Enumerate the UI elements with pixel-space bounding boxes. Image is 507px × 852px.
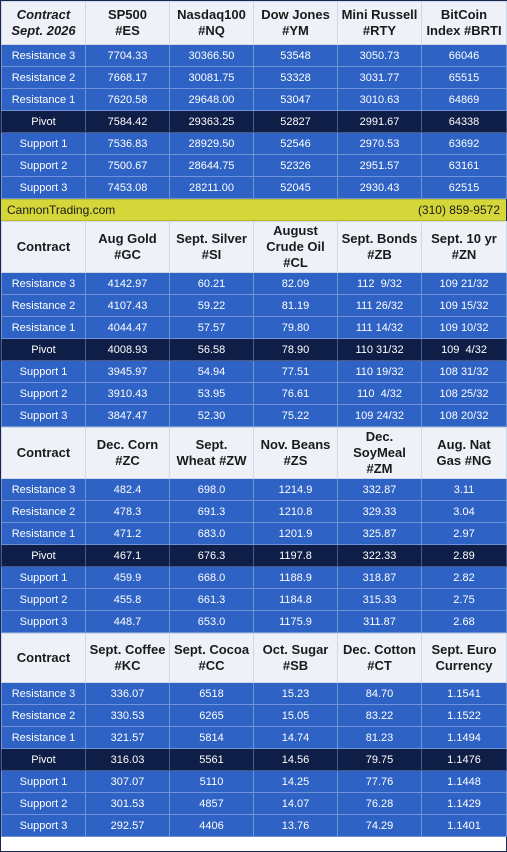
table-cell: 691.3 (170, 501, 254, 523)
column-header-line: SoyMeal (353, 445, 406, 460)
row-label: Support 1 (2, 133, 86, 155)
column-header-line: Sept. Cocoa (173, 642, 250, 657)
column-header-line: #GC (114, 247, 141, 262)
table-cell: 108 25/32 (422, 383, 507, 405)
levels-table-1 (1, 1, 507, 199)
row-label: Resistance 1 (2, 317, 86, 339)
table-cell: 2.82 (422, 567, 507, 589)
table-row (2, 133, 507, 155)
row-label: Resistance 3 (2, 479, 86, 501)
table-cell: 1.1541 (422, 683, 507, 705)
table-cell: 78.90 (254, 339, 338, 361)
table-cell: 3910.43 (86, 383, 170, 405)
table-cell: 3847.47 (86, 405, 170, 427)
table-cell: 3.11 (422, 479, 507, 501)
column-header-line: Gas #NG (436, 453, 492, 468)
table-cell: 57.57 (170, 317, 254, 339)
table-cell: 76.61 (254, 383, 338, 405)
table-cell: 64338 (422, 111, 507, 133)
table-cell: 3.04 (422, 501, 507, 523)
table-cell: 3010.63 (338, 89, 422, 111)
table-row (2, 771, 507, 793)
header-row (2, 428, 507, 479)
table-cell: 28211.00 (170, 177, 254, 199)
table-cell: 7453.08 (86, 177, 170, 199)
table-cell: 1.1522 (422, 705, 507, 727)
table-cell: 448.7 (86, 611, 170, 633)
row-label: Support 2 (2, 589, 86, 611)
table-cell: 653.0 (170, 611, 254, 633)
table-cell: 52827 (254, 111, 338, 133)
column-header (254, 428, 338, 479)
column-header (422, 222, 507, 273)
table-row (2, 727, 507, 749)
column-header-line: Crude Oil (266, 239, 325, 254)
table-cell: 15.05 (254, 705, 338, 727)
table-cell: 53047 (254, 89, 338, 111)
column-header (170, 428, 254, 479)
table-cell: 59.22 (170, 295, 254, 317)
row-label: Support 2 (2, 155, 86, 177)
column-header-line: Nov. Beans (260, 437, 331, 452)
table-cell: 14.56 (254, 749, 338, 771)
table-cell: 316.03 (86, 749, 170, 771)
table-cell: 56.58 (170, 339, 254, 361)
row-label: Support 1 (2, 361, 86, 383)
table-cell: 2930.43 (338, 177, 422, 199)
table-cell: 5814 (170, 727, 254, 749)
table-cell: 6518 (170, 683, 254, 705)
table-cell: 3945.97 (86, 361, 170, 383)
column-header-line: Mini Russell (341, 7, 418, 22)
table-cell: 112 9/32 (338, 273, 422, 295)
table-cell: 1.1448 (422, 771, 507, 793)
table-cell: 2.89 (422, 545, 507, 567)
table-cell: 7668.17 (86, 67, 170, 89)
table-cell: 1188.9 (254, 567, 338, 589)
table-row (2, 45, 507, 67)
table-cell: 3050.73 (338, 45, 422, 67)
table-cell: 7704.33 (86, 45, 170, 67)
column-header-line: #ZS (283, 453, 308, 468)
column-header-line: Dow Jones (261, 7, 330, 22)
column-header (86, 222, 170, 273)
table-cell: 53.95 (170, 383, 254, 405)
column-header (170, 634, 254, 683)
row-label: Resistance 2 (2, 295, 86, 317)
column-header-line: #SB (282, 658, 309, 673)
column-header-line: Dec. Cotton (343, 642, 416, 657)
table-cell: 109 10/32 (422, 317, 507, 339)
table-cell: 111 26/32 (338, 295, 422, 317)
column-header (170, 222, 254, 273)
table-cell: 698.0 (170, 479, 254, 501)
table-row (2, 361, 507, 383)
table-row (2, 567, 507, 589)
column-header (338, 634, 422, 683)
table-cell: 2970.53 (338, 133, 422, 155)
table-cell: 109 15/32 (422, 295, 507, 317)
table-cell: 325.87 (338, 523, 422, 545)
table-row (2, 589, 507, 611)
table-cell: 321.57 (86, 727, 170, 749)
column-header (422, 634, 507, 683)
table-cell: 29363.25 (170, 111, 254, 133)
table-row (2, 89, 507, 111)
table-row (2, 545, 507, 567)
table-cell: 14.25 (254, 771, 338, 793)
table-cell: 108 31/32 (422, 361, 507, 383)
levels-table-3 (1, 427, 507, 633)
contract-header-line: Contract (16, 239, 71, 254)
table-cell: 111 14/32 (338, 317, 422, 339)
table-cell: 332.87 (338, 479, 422, 501)
row-label: Support 2 (2, 793, 86, 815)
table-row (2, 749, 507, 771)
table-row (2, 295, 507, 317)
column-header-line: #ZB (367, 247, 392, 262)
column-header-line: #RTY (362, 23, 397, 38)
row-label: Resistance 1 (2, 523, 86, 545)
table-cell: 63161 (422, 155, 507, 177)
table-cell: 14.74 (254, 727, 338, 749)
table-cell: 1201.9 (254, 523, 338, 545)
table-row (2, 611, 507, 633)
table-row (2, 67, 507, 89)
table-cell: 5561 (170, 749, 254, 771)
table-cell: 110 4/32 (338, 383, 422, 405)
table-cell: 4107.43 (86, 295, 170, 317)
table-cell: 2991.67 (338, 111, 422, 133)
row-label: Support 3 (2, 177, 86, 199)
table-cell: 4857 (170, 793, 254, 815)
row-label: Resistance 3 (2, 45, 86, 67)
table-cell: 54.94 (170, 361, 254, 383)
row-label: Support 1 (2, 771, 86, 793)
table-cell: 4044.47 (86, 317, 170, 339)
table-cell: 676.3 (170, 545, 254, 567)
table-row (2, 383, 507, 405)
column-header-line: August (273, 223, 318, 238)
column-header (254, 2, 338, 45)
table-cell: 2.97 (422, 523, 507, 545)
row-label: Resistance 3 (2, 273, 86, 295)
table-cell: 81.23 (338, 727, 422, 749)
contract-header (2, 428, 86, 479)
row-label: Support 2 (2, 383, 86, 405)
table-cell: 52546 (254, 133, 338, 155)
column-header-line: Dec. Corn (96, 437, 159, 452)
table-cell: 65515 (422, 67, 507, 89)
row-label: Resistance 2 (2, 501, 86, 523)
table-cell: 62515 (422, 177, 507, 199)
contact-banner (1, 199, 506, 221)
table-cell: 74.29 (338, 815, 422, 837)
header-row (2, 2, 507, 45)
column-header-line: Sept. Silver (176, 231, 247, 246)
column-header-line: Oct. Sugar (262, 642, 329, 657)
table-cell: 6265 (170, 705, 254, 727)
header-row (2, 222, 507, 273)
column-header-line: #ES (115, 23, 140, 38)
levels-table-2 (1, 221, 507, 427)
table-cell: 15.23 (254, 683, 338, 705)
table-cell: 1214.9 (254, 479, 338, 501)
table-cell: 315.33 (338, 589, 422, 611)
column-header-line: Sept. Euro (431, 642, 497, 657)
table-cell: 467.1 (86, 545, 170, 567)
column-header-line: Index #BRTI (426, 23, 502, 38)
table-cell: 1197.8 (254, 545, 338, 567)
table-row (2, 317, 507, 339)
table-cell: 2951.57 (338, 155, 422, 177)
column-header (254, 634, 338, 683)
table-cell: 668.0 (170, 567, 254, 589)
column-header-line: #CT (367, 658, 392, 673)
table-cell: 64869 (422, 89, 507, 111)
table-row (2, 815, 507, 837)
column-header-line: Sept. 10 yr (431, 231, 497, 246)
table-cell: 60.21 (170, 273, 254, 295)
table-cell: 1184.8 (254, 589, 338, 611)
table-cell: 683.0 (170, 523, 254, 545)
table-cell: 301.53 (86, 793, 170, 815)
table-cell: 53548 (254, 45, 338, 67)
table-cell: 455.8 (86, 589, 170, 611)
table-cell: 329.33 (338, 501, 422, 523)
table-cell: 1210.8 (254, 501, 338, 523)
table-cell: 2.68 (422, 611, 507, 633)
table-cell: 1.1401 (422, 815, 507, 837)
table-cell: 311.87 (338, 611, 422, 633)
table-cell: 1175.9 (254, 611, 338, 633)
table-cell: 84.70 (338, 683, 422, 705)
column-header-line: Sept. (195, 437, 228, 452)
table-cell: 79.80 (254, 317, 338, 339)
table-cell: 52326 (254, 155, 338, 177)
table-cell: 109 24/32 (338, 405, 422, 427)
levels-table-4 (1, 633, 507, 837)
column-header-line: #ZM (366, 461, 393, 476)
column-header-line: #SI (201, 247, 222, 262)
column-header (86, 634, 170, 683)
table-cell: 75.22 (254, 405, 338, 427)
table-cell: 77.51 (254, 361, 338, 383)
table-row (2, 793, 507, 815)
table-cell: 292.57 (86, 815, 170, 837)
table-cell: 482.4 (86, 479, 170, 501)
table-cell: 7536.83 (86, 133, 170, 155)
table-cell: 7620.58 (86, 89, 170, 111)
table-cell: 110 19/32 (338, 361, 422, 383)
table-cell: 478.3 (86, 501, 170, 523)
row-label: Resistance 1 (2, 727, 86, 749)
table-cell: 322.33 (338, 545, 422, 567)
table-row (2, 683, 507, 705)
contract-header-line: Contract (16, 445, 71, 460)
table-cell: 1.1429 (422, 793, 507, 815)
contract-header (2, 222, 86, 273)
table-cell: 66046 (422, 45, 507, 67)
row-label: Resistance 1 (2, 89, 86, 111)
column-header-line: #NQ (198, 23, 225, 38)
column-header-line: Aug. Nat (437, 437, 491, 452)
table-cell: 110 31/32 (338, 339, 422, 361)
column-header (422, 428, 507, 479)
table-cell: 14.07 (254, 793, 338, 815)
row-label: Pivot (2, 339, 86, 361)
contract-header (2, 634, 86, 683)
table-cell: 4142.97 (86, 273, 170, 295)
contract-header-line: Contract (16, 650, 71, 665)
table-cell: 4008.93 (86, 339, 170, 361)
table-cell: 3031.77 (338, 67, 422, 89)
column-header-line: #CC (198, 658, 225, 673)
row-label: Resistance 2 (2, 67, 86, 89)
table-cell: 52.30 (170, 405, 254, 427)
row-label: Pivot (2, 111, 86, 133)
table-cell: 63692 (422, 133, 507, 155)
column-header (338, 428, 422, 479)
table-cell: 81.19 (254, 295, 338, 317)
column-header-line: Sept. Bonds (341, 231, 418, 246)
table-cell: 1.1476 (422, 749, 507, 771)
row-label: Resistance 2 (2, 705, 86, 727)
table-cell: 53328 (254, 67, 338, 89)
table-cell: 307.07 (86, 771, 170, 793)
table-row (2, 177, 507, 199)
table-row (2, 405, 507, 427)
table-cell: 77.76 (338, 771, 422, 793)
contract-header-line: Contract (16, 7, 71, 22)
table-cell: 318.87 (338, 567, 422, 589)
table-cell: 76.28 (338, 793, 422, 815)
column-header-line: #CL (283, 255, 308, 270)
column-header-line: Sept. Coffee (89, 642, 166, 657)
table-cell: 109 21/32 (422, 273, 507, 295)
column-header-line: #ZN (451, 247, 477, 262)
table-cell: 30081.75 (170, 67, 254, 89)
table-cell: 29648.00 (170, 89, 254, 111)
table-row (2, 705, 507, 727)
table-cell: 661.3 (170, 589, 254, 611)
row-label: Support 3 (2, 815, 86, 837)
table-cell: 7500.67 (86, 155, 170, 177)
column-header-line: Dec. (365, 429, 394, 444)
column-header-line: BitCoin (440, 7, 488, 22)
column-header-line: Currency (435, 658, 493, 673)
table-cell: 13.76 (254, 815, 338, 837)
column-header-line: SP500 (107, 7, 148, 22)
row-label: Resistance 3 (2, 683, 86, 705)
table-cell: 30366.50 (170, 45, 254, 67)
column-header-line: Wheat #ZW (176, 453, 247, 468)
site-link[interactable]: CannonTrading.com (7, 203, 116, 217)
table-cell: 471.2 (86, 523, 170, 545)
table-cell: 28644.75 (170, 155, 254, 177)
table-cell: 4406 (170, 815, 254, 837)
table-cell: 5110 (170, 771, 254, 793)
table-cell: 1.1494 (422, 727, 507, 749)
column-header (338, 222, 422, 273)
table-cell: 52045 (254, 177, 338, 199)
contract-header (2, 2, 86, 45)
column-header (86, 2, 170, 45)
row-label: Support 1 (2, 567, 86, 589)
table-row (2, 273, 507, 295)
row-label: Support 3 (2, 611, 86, 633)
table-cell: 82.09 (254, 273, 338, 295)
table-cell: 83.22 (338, 705, 422, 727)
table-row (2, 479, 507, 501)
column-header (422, 2, 507, 45)
table-cell: 109 4/32 (422, 339, 507, 361)
table-row (2, 501, 507, 523)
column-header-line: #ZC (115, 453, 140, 468)
row-label: Pivot (2, 749, 86, 771)
table-cell: 330.53 (86, 705, 170, 727)
column-header (338, 2, 422, 45)
column-header-line: Aug Gold (98, 231, 157, 246)
table-cell: 459.9 (86, 567, 170, 589)
table-cell: 108 20/32 (422, 405, 507, 427)
table-row (2, 523, 507, 545)
table-cell: 28929.50 (170, 133, 254, 155)
column-header-line: #KC (114, 658, 141, 673)
phone-number: (310) 859-9572 (417, 203, 500, 217)
row-label: Support 3 (2, 405, 86, 427)
table-row (2, 155, 507, 177)
table-cell: 7584.42 (86, 111, 170, 133)
column-header (170, 2, 254, 45)
table-row (2, 339, 507, 361)
header-row (2, 634, 507, 683)
column-header (86, 428, 170, 479)
table-row (2, 111, 507, 133)
contract-header-line: Sept. 2026 (11, 23, 76, 38)
column-header-line: Nasdaq100 (177, 7, 246, 22)
table-cell: 336.07 (86, 683, 170, 705)
row-label: Pivot (2, 545, 86, 567)
table-cell: 2.75 (422, 589, 507, 611)
table-cell: 79.75 (338, 749, 422, 771)
column-header-line: #YM (282, 23, 309, 38)
column-header (254, 222, 338, 273)
